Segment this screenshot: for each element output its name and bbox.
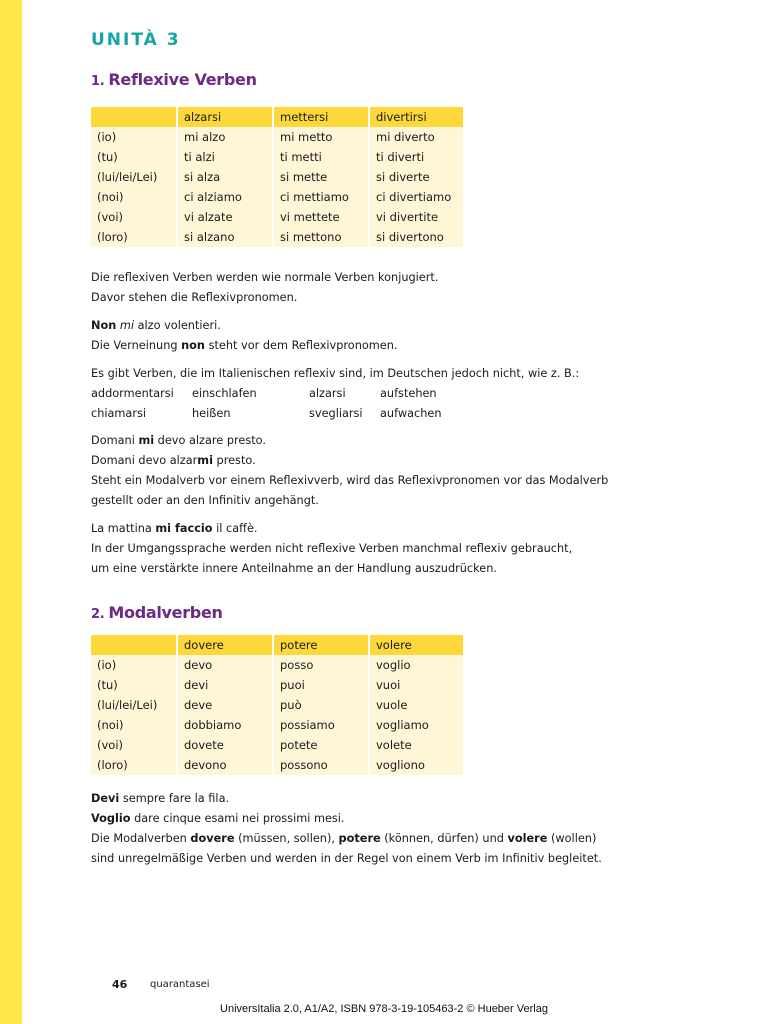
- table-cell: ti alzi: [177, 147, 273, 167]
- table-cell: deve: [177, 695, 273, 715]
- bold-word: potere: [338, 832, 381, 845]
- table-header-row: [91, 635, 463, 655]
- table-header-cell: potere: [273, 635, 369, 655]
- text-line: [91, 829, 691, 849]
- table-header-cell: divertirsi: [369, 107, 463, 127]
- table-cell: (tu): [91, 675, 177, 695]
- text-fragment: Domani devo alzar: [91, 454, 198, 467]
- section-number: 1.: [91, 74, 105, 89]
- text-line: gestellt oder an den Infinitiv angehängt.: [91, 494, 319, 507]
- text-fragment: steht vor dem Reflexivpronomen.: [204, 339, 398, 352]
- table-cell: devi: [177, 675, 273, 695]
- text-line: [91, 809, 691, 829]
- table-cell: (noi): [91, 187, 177, 207]
- table-row: [91, 207, 463, 227]
- paragraph-modal-reflexive: [91, 431, 691, 511]
- text-fragment: (können, dürfen) und: [380, 832, 508, 845]
- text-fragment: Domani: [91, 434, 139, 447]
- table-cell: (lui/lei/Lei): [91, 167, 177, 187]
- text-line: [91, 431, 691, 451]
- bold-word: non: [181, 339, 205, 352]
- page-number-word: quarantasei: [150, 979, 210, 990]
- table-row: [91, 147, 463, 167]
- table-cell: si mette: [273, 167, 369, 187]
- section-title: Reflexive Verben: [108, 70, 257, 89]
- table-row: [91, 187, 463, 207]
- italian-word: svegliarsi: [309, 407, 363, 420]
- table-cell: (voi): [91, 735, 177, 755]
- text-line: Es gibt Verben, die im Italienischen reflexiv sind, im Deutschen jedoch nicht, wie z. B.:: [91, 367, 580, 380]
- german-word: aufwachen: [380, 407, 442, 420]
- text-fragment: alzo volentieri.: [134, 319, 221, 332]
- table-row: [91, 695, 463, 715]
- publisher-credit: UniversItalia 2.0, A1/A2, ISBN 978-3-19-105463-2 © Hueber Verlag: [220, 1003, 548, 1015]
- table-cell: (loro): [91, 755, 177, 775]
- table-cell: (noi): [91, 715, 177, 735]
- text-line: [91, 451, 691, 471]
- table-header-cell: dovere: [177, 635, 273, 655]
- table-cell: si diverte: [369, 167, 463, 187]
- table-cell: (voi): [91, 207, 177, 227]
- table-row: [91, 227, 463, 247]
- text-line: [91, 336, 691, 356]
- table-cell: vi divertite: [369, 207, 463, 227]
- table-cell: si divertono: [369, 227, 463, 247]
- table-cell: vogliamo: [369, 715, 463, 735]
- table-cell: possono: [273, 755, 369, 775]
- text-fragment: Die Modalverben: [91, 832, 191, 845]
- bold-word: mi: [138, 434, 155, 447]
- table-cell: vuole: [369, 695, 463, 715]
- table-row: [91, 127, 463, 147]
- table-cell: mi alzo: [177, 127, 273, 147]
- text-fragment: il caffè.: [212, 522, 258, 535]
- table-header-cell: [91, 635, 177, 655]
- text-line: In der Umgangssprache werden nicht reflexive Verben manchmal reflexiv gebraucht,: [91, 542, 573, 555]
- table-cell: ti diverti: [369, 147, 463, 167]
- table-row: [91, 755, 463, 775]
- table-cell: può: [273, 695, 369, 715]
- text-line: Steht ein Modalverb vor einem Reflexivverb, wird das Reflexivpronomen vor das Modalverb: [91, 474, 609, 487]
- table-cell: ci mettiamo: [273, 187, 369, 207]
- table-row: [91, 655, 463, 675]
- table-cell: volete: [369, 735, 463, 755]
- table-header-cell: volere: [369, 635, 463, 655]
- bold-word: volere: [507, 832, 548, 845]
- german-word: einschlafen: [192, 387, 257, 400]
- unit-title: UNITÀ 3: [91, 30, 181, 50]
- table-cell: voglio: [369, 655, 463, 675]
- text-line: sind unregelmäßige Verben und werden in der Regel von einem Verb im Infinitiv begleitet.: [91, 852, 602, 865]
- italic-word: mi: [119, 319, 135, 332]
- table-cell: (lui/lei/Lei): [91, 695, 177, 715]
- section-number: 2.: [91, 607, 105, 622]
- table-cell: devono: [177, 755, 273, 775]
- text-line: Davor stehen die Reflexivpronomen.: [91, 291, 298, 304]
- text-line: [91, 789, 691, 809]
- section-title: Modalverben: [108, 603, 223, 622]
- page-edge-strip: [0, 0, 22, 1024]
- paragraph-negation: [91, 316, 691, 356]
- paragraph-conjugation: [91, 268, 691, 308]
- table-cell: puoi: [273, 675, 369, 695]
- table-cell: vi alzate: [177, 207, 273, 227]
- italian-word: chiamarsi: [91, 407, 147, 420]
- table-header-cell: mettersi: [273, 107, 369, 127]
- page-number: 46: [112, 978, 128, 991]
- table-cell: ci alziamo: [177, 187, 273, 207]
- table-cell: potete: [273, 735, 369, 755]
- table-header-cell: alzarsi: [177, 107, 273, 127]
- table-row: [91, 735, 463, 755]
- text-fragment: Die Verneinung: [91, 339, 182, 352]
- text-line: [91, 519, 691, 539]
- bold-word: mi faccio: [155, 522, 213, 535]
- bold-word: Non: [91, 319, 117, 332]
- german-word: heißen: [192, 407, 231, 420]
- section-1-heading: [91, 70, 257, 89]
- table-row: [91, 675, 463, 695]
- italian-word: addormentarsi: [91, 387, 174, 400]
- text-fragment: presto.: [212, 454, 256, 467]
- table-cell: (loro): [91, 227, 177, 247]
- text-fragment: (müssen, sollen),: [234, 832, 339, 845]
- paragraph-colloquial: [91, 519, 691, 579]
- italian-word: alzarsi: [309, 387, 346, 400]
- bold-word: Devi: [91, 792, 120, 805]
- modal-verbs-table: [91, 635, 463, 775]
- table-cell: si alzano: [177, 227, 273, 247]
- text-line: Die reflexiven Verben werden wie normale Verben konjugiert.: [91, 271, 439, 284]
- table-cell: si mettono: [273, 227, 369, 247]
- text-fragment: sempre fare la fila.: [119, 792, 230, 805]
- bold-word: Voglio: [91, 812, 131, 825]
- text-fragment: (wollen): [547, 832, 597, 845]
- table-cell: ti metti: [273, 147, 369, 167]
- text-line: [91, 316, 691, 336]
- german-word: aufstehen: [380, 387, 437, 400]
- table-cell: devo: [177, 655, 273, 675]
- table-cell: vi mettete: [273, 207, 369, 227]
- table-cell: (io): [91, 655, 177, 675]
- paragraph-modal-verbs: [91, 789, 691, 869]
- table-cell: mi diverto: [369, 127, 463, 147]
- table-cell: si alza: [177, 167, 273, 187]
- table-cell: dovete: [177, 735, 273, 755]
- table-header-cell: [91, 107, 177, 127]
- table-cell: vuoi: [369, 675, 463, 695]
- table-cell: (tu): [91, 147, 177, 167]
- bold-word: dovere: [190, 832, 235, 845]
- table-cell: vogliono: [369, 755, 463, 775]
- table-cell: possiamo: [273, 715, 369, 735]
- table-cell: dobbiamo: [177, 715, 273, 735]
- text-fragment: devo alzare presto.: [154, 434, 266, 447]
- text-fragment: dare cinque esami nei prossimi mesi.: [130, 812, 345, 825]
- reflexive-verbs-table: [91, 107, 463, 247]
- text-fragment: La mattina: [91, 522, 156, 535]
- table-header-row: [91, 107, 463, 127]
- text-line: um eine verstärkte innere Anteilnahme an der Handlung auszudrücken.: [91, 562, 497, 575]
- table-cell: posso: [273, 655, 369, 675]
- table-cell: mi metto: [273, 127, 369, 147]
- table-row: [91, 167, 463, 187]
- section-2-heading: [91, 603, 223, 622]
- table-cell: ci divertiamo: [369, 187, 463, 207]
- bold-word: mi: [197, 454, 213, 467]
- paragraph-intro-examples: [91, 364, 691, 384]
- table-cell: (io): [91, 127, 177, 147]
- table-row: [91, 715, 463, 735]
